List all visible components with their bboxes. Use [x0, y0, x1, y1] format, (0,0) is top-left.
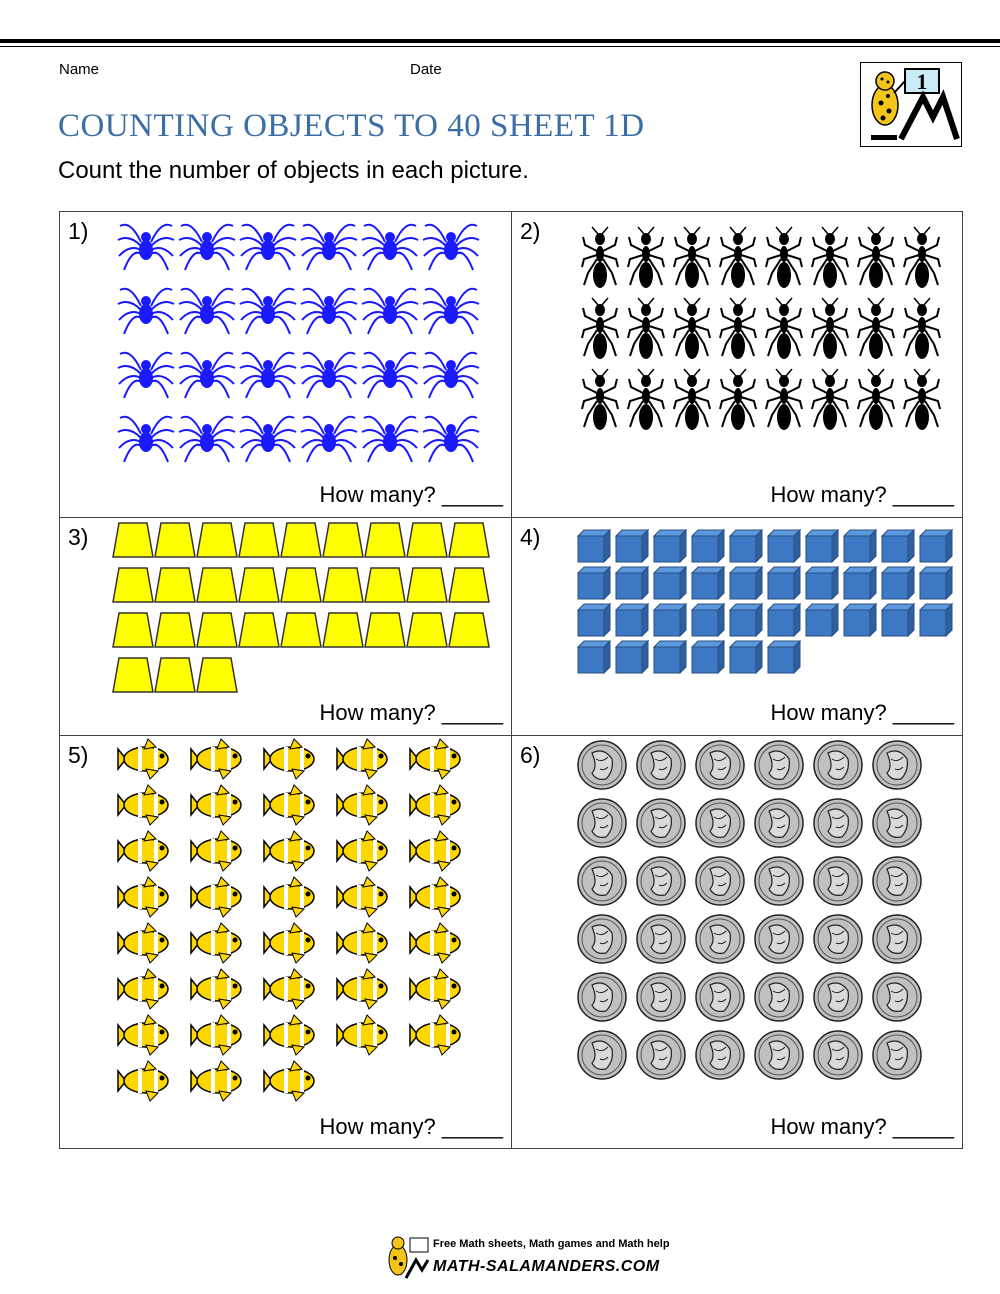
dime-coin-icon	[696, 799, 744, 847]
ant-icon	[904, 227, 940, 288]
question-number: 5)	[68, 742, 89, 768]
fish-icon	[118, 785, 168, 825]
trapezoid-icon	[407, 523, 447, 557]
ant-icon	[628, 369, 664, 430]
trapezoid-icon	[155, 613, 195, 647]
dime-coin-icon	[814, 857, 862, 905]
trapezoid-icon	[365, 523, 405, 557]
cube-icon	[578, 604, 610, 636]
trapezoid-icon	[281, 523, 321, 557]
question-number: 1)	[68, 218, 89, 244]
dime-coin-icon	[814, 741, 862, 789]
fish-icon	[410, 923, 460, 963]
fish-icon	[191, 969, 241, 1009]
cube-icon	[654, 530, 686, 562]
fish-icon	[410, 877, 460, 917]
ant-icon	[858, 369, 894, 430]
cube-icon	[616, 567, 648, 599]
dime-coin-icon	[755, 973, 803, 1021]
cube-icon	[806, 567, 838, 599]
dime-coin-icon	[873, 741, 921, 789]
cube-icon	[844, 567, 876, 599]
cube-icon	[920, 604, 952, 636]
cube-icon	[844, 604, 876, 636]
spider-icon	[362, 225, 418, 270]
trapezoid-icon	[197, 523, 237, 557]
answer-prompt[interactable]: How many? _____	[770, 1114, 954, 1139]
dime-coin-icon	[814, 799, 862, 847]
dime-coin-icon	[578, 915, 626, 963]
dime-coin-icon	[696, 741, 744, 789]
cube-icon	[730, 641, 762, 673]
question-number: 4)	[520, 524, 541, 550]
ant-objects	[512, 212, 962, 517]
fish-icon	[337, 739, 387, 779]
fish-icon	[410, 831, 460, 871]
cube-icon	[730, 567, 762, 599]
fish-objects	[60, 736, 511, 1148]
fish-icon	[264, 1061, 314, 1101]
trapezoid-icon	[365, 613, 405, 647]
fish-icon	[118, 739, 168, 779]
cube-icon	[616, 530, 648, 562]
spider-icon	[240, 225, 296, 270]
cube-icon	[692, 567, 724, 599]
dime-coin-icon	[637, 1031, 685, 1079]
question-number: 2)	[520, 218, 541, 244]
fish-icon	[337, 1015, 387, 1055]
answer-prompt[interactable]: How many? _____	[319, 482, 503, 507]
fish-icon	[264, 877, 314, 917]
dime-coin-icon	[755, 799, 803, 847]
spider-icon	[301, 289, 357, 334]
question-cell-6	[512, 736, 962, 1148]
spider-icon	[301, 417, 357, 462]
trapezoid-icon	[281, 613, 321, 647]
top-rule	[0, 39, 1000, 43]
name-label: Name	[59, 61, 100, 78]
ant-icon	[720, 369, 756, 430]
ant-icon	[812, 298, 848, 359]
spider-icon	[362, 289, 418, 334]
spider-icon	[118, 353, 174, 398]
dime-coin-icon	[696, 1031, 744, 1079]
trapezoid-icon	[155, 568, 195, 602]
spider-icon	[423, 417, 479, 462]
ant-icon	[812, 227, 848, 288]
spider-icon	[179, 417, 235, 462]
fish-icon	[337, 877, 387, 917]
cube-icon	[692, 530, 724, 562]
spider-icon	[423, 353, 479, 398]
cube-icon	[692, 641, 724, 673]
fish-icon	[337, 831, 387, 871]
cube-icon	[616, 604, 648, 636]
trapezoid-icon	[449, 523, 489, 557]
dime-coin-icon	[637, 799, 685, 847]
trapezoid-icon	[407, 613, 447, 647]
dime-coin-icon	[755, 1031, 803, 1079]
trapezoid-icon	[365, 568, 405, 602]
cube-icon	[654, 604, 686, 636]
spider-icon	[179, 353, 235, 398]
footer-tagline: Free Math sheets, Math games and Math help	[433, 1238, 670, 1250]
cube-icon	[654, 567, 686, 599]
salamander-logo	[860, 62, 962, 147]
trapezoid-icon	[197, 658, 237, 692]
spider-icon	[240, 289, 296, 334]
spider-icon	[240, 353, 296, 398]
question-cell-4	[512, 518, 962, 735]
question-number: 6)	[520, 742, 541, 768]
dime-coin-icon	[755, 915, 803, 963]
ant-icon	[674, 369, 710, 430]
cube-icon	[920, 567, 952, 599]
ant-icon	[720, 298, 756, 359]
fish-icon	[410, 1015, 460, 1055]
cube-icon	[768, 641, 800, 673]
cube-icon	[578, 567, 610, 599]
dime-coin-icon	[578, 741, 626, 789]
spider-icon	[423, 225, 479, 270]
fish-icon	[410, 739, 460, 779]
trapezoid-icon	[113, 568, 153, 602]
dime-coin-icon	[873, 973, 921, 1021]
trapezoid-icon	[323, 613, 363, 647]
fish-icon	[264, 831, 314, 871]
fish-icon	[118, 1061, 168, 1101]
spider-icon	[362, 417, 418, 462]
fish-icon	[410, 969, 460, 1009]
answer-prompt[interactable]: How many? _____	[770, 700, 954, 725]
ant-icon	[858, 227, 894, 288]
cube-icon	[920, 530, 952, 562]
fish-icon	[118, 1015, 168, 1055]
fish-icon	[191, 1015, 241, 1055]
trapezoid-icon	[323, 568, 363, 602]
page-title: COUNTING OBJECTS TO 40 SHEET 1D	[58, 108, 645, 144]
ant-icon	[766, 369, 802, 430]
trapezoid-icon	[197, 613, 237, 647]
fish-icon	[337, 785, 387, 825]
trapezoid-icon	[155, 658, 195, 692]
question-cell-2	[512, 212, 962, 517]
fish-icon	[191, 739, 241, 779]
footer-site[interactable]: MATH-SALAMANDERS.COM	[433, 1258, 660, 1275]
ant-icon	[582, 369, 618, 430]
trapezoid-icon	[323, 523, 363, 557]
dime-coin-icon	[578, 973, 626, 1021]
ant-icon	[766, 298, 802, 359]
cube-icon	[730, 604, 762, 636]
spider-icon	[240, 417, 296, 462]
ant-icon	[674, 298, 710, 359]
spider-icon	[118, 417, 174, 462]
ant-icon	[720, 227, 756, 288]
dime-coin-icon	[814, 1031, 862, 1079]
ant-icon	[904, 298, 940, 359]
spider-icon	[301, 225, 357, 270]
cube-icon	[654, 641, 686, 673]
fish-icon	[191, 831, 241, 871]
dime-coin-icon	[696, 915, 744, 963]
spider-icon	[118, 289, 174, 334]
dime-coin-icon	[637, 973, 685, 1021]
fish-icon	[264, 1015, 314, 1055]
fish-icon	[191, 923, 241, 963]
dime-coin-icon	[696, 857, 744, 905]
fish-icon	[264, 969, 314, 1009]
ant-icon	[582, 227, 618, 288]
fish-icon	[118, 877, 168, 917]
question-number: 3)	[68, 524, 89, 550]
answer-prompt[interactable]: How many? _____	[319, 700, 503, 725]
logo-grade: 1	[916, 69, 928, 94]
ant-icon	[904, 369, 940, 430]
fish-icon	[264, 739, 314, 779]
fish-icon	[410, 785, 460, 825]
fish-icon	[191, 785, 241, 825]
cube-icon	[806, 604, 838, 636]
dime-coin-icon	[873, 857, 921, 905]
trapezoid-icon	[113, 523, 153, 557]
ant-icon	[812, 369, 848, 430]
trapezoid-icon	[113, 613, 153, 647]
cube-icon	[844, 530, 876, 562]
cube-icon	[882, 604, 914, 636]
fish-icon	[191, 877, 241, 917]
ant-icon	[582, 298, 618, 359]
fish-icon	[118, 923, 168, 963]
cube-icon	[730, 530, 762, 562]
fish-icon	[118, 969, 168, 1009]
question-cell-1	[60, 212, 511, 517]
spider-icon	[179, 289, 235, 334]
trapezoid-icon	[449, 613, 489, 647]
answer-prompt[interactable]: How many? _____	[770, 482, 954, 507]
cube-icon	[616, 641, 648, 673]
dime-coin-icon	[814, 973, 862, 1021]
trapezoid-icon	[197, 568, 237, 602]
cube-icon	[578, 530, 610, 562]
top-rule-thin	[0, 46, 1000, 47]
dime-coin-icon	[578, 799, 626, 847]
dime-coin-icon	[578, 1031, 626, 1079]
ant-icon	[766, 227, 802, 288]
spider-icon	[423, 289, 479, 334]
cube-icon	[806, 530, 838, 562]
fish-icon	[264, 785, 314, 825]
dime-coin-icon	[578, 857, 626, 905]
dime-coin-icon	[755, 741, 803, 789]
cube-icon	[882, 567, 914, 599]
spider-icon	[118, 225, 174, 270]
trapezoid-icon	[239, 523, 279, 557]
trapezoid-icon	[449, 568, 489, 602]
spider-icon	[179, 225, 235, 270]
instruction-text: Count the number of objects in each picture.	[58, 157, 529, 184]
fish-icon	[337, 923, 387, 963]
dime-coin-icon	[873, 1031, 921, 1079]
ant-icon	[628, 298, 664, 359]
spider-icon	[301, 353, 357, 398]
date-label: Date	[410, 61, 442, 78]
dime-objects	[512, 736, 962, 1148]
trapezoid-icon	[239, 568, 279, 602]
trapezoid-icon	[281, 568, 321, 602]
dime-coin-icon	[637, 915, 685, 963]
spider-objects	[60, 212, 511, 517]
cube-icon	[692, 604, 724, 636]
trapezoid-icon	[113, 658, 153, 692]
cube-icon	[578, 641, 610, 673]
trapezoid-icon	[155, 523, 195, 557]
trapezoid-icon	[239, 613, 279, 647]
fish-icon	[118, 831, 168, 871]
ant-icon	[674, 227, 710, 288]
dime-coin-icon	[696, 973, 744, 1021]
cube-icon	[768, 567, 800, 599]
dime-coin-icon	[814, 915, 862, 963]
answer-prompt[interactable]: How many? _____	[319, 1114, 503, 1139]
dime-coin-icon	[637, 741, 685, 789]
fish-icon	[264, 923, 314, 963]
ant-icon	[628, 227, 664, 288]
dime-coin-icon	[755, 857, 803, 905]
cube-icon	[768, 604, 800, 636]
dime-coin-icon	[637, 857, 685, 905]
question-cell-5	[60, 736, 511, 1148]
dime-coin-icon	[873, 799, 921, 847]
question-grid	[59, 211, 963, 1149]
cube-icon	[768, 530, 800, 562]
question-cell-3	[60, 518, 511, 735]
spider-icon	[362, 353, 418, 398]
trapezoid-icon	[407, 568, 447, 602]
dime-coin-icon	[873, 915, 921, 963]
ant-icon	[858, 298, 894, 359]
fish-icon	[191, 1061, 241, 1101]
cube-icon	[882, 530, 914, 562]
fish-icon	[337, 969, 387, 1009]
